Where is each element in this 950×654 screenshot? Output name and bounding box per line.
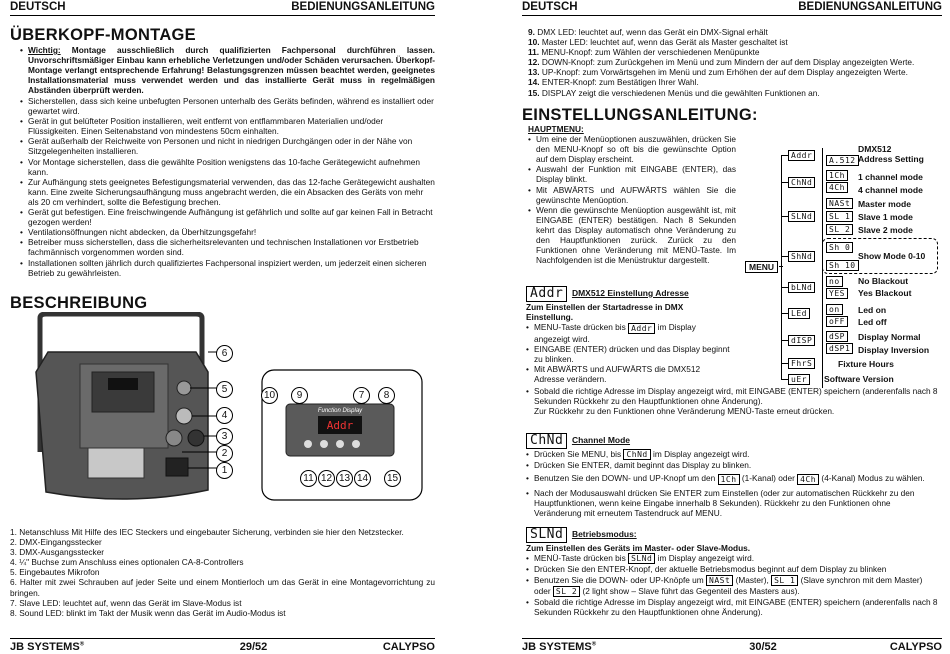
callout-10: 10 (261, 387, 278, 404)
menu-label-fixture-hours: Fixture Hours (838, 359, 894, 369)
left-page (10, 0, 435, 654)
list-item: • Mit ABWÄRTS und AUFWÄRTS wählen Sie die gewünschte Menüoption. (528, 185, 736, 205)
channel-mode-section: ChNd Channel Mode • Drücken Sie MENU, bis ChNd im Display angezeigt wird. • Drücken Sie ENTER, damit beginnt das Display zu blinken. • Benutzen Sie den DOWN- und UP-Knopf um den 1Ch (1-Kanal) oder 4Ch (4-Kanal) Modus zu wählen. • Nach der Modusauswahl drücken Sie ENTER zum Einstellen (oder zur automatischen Rückkehr zu den Hauptfunktionen, wenn keine Eingabe innerhalb 8 Sekunden). Rückkehr zu den Funktionen ohne Veränderung mit erneutem Tastendruck auf MENU. (526, 433, 940, 518)
list-item: 15. DISPLAY zeigt die verschiedenen Menüs und die gewählten Funktionen an. (528, 87, 820, 98)
header-language: DEUTSCH (522, 1, 578, 13)
slnd-lcd-glyph: SLNd (526, 527, 567, 543)
menu-shnd: ShNd (788, 251, 815, 262)
menu-label-address: Address Setting (858, 154, 924, 164)
zoom-display-text: Addr (326, 419, 354, 432)
zoom-panel-title: Function Display (317, 408, 363, 414)
callout-2: 2 (216, 445, 233, 462)
warning-text: Montage ausschließlich durch qualifizierten Fachpersonal durchführen lassen. Unvorschriftsmäßiger Einbau kann erhebliche Verletzungen und/oder Schäden verursachen. Überkopf-Montage verlangt entsprechende Erfahrung! Belastungsgrenzen müssen beachtet werden, geeignetes Installationsmaterial muss verwendet werden und das installierte Gerät muss in regelmäßigen Abständen überprüft werden. (28, 45, 435, 96)
slnd-subtitle: Zum Einstellen des Geräts im Master- oder Slave-Modus. (526, 543, 751, 553)
menu-label-led-off: Led off (858, 317, 887, 327)
chnd-title: Channel Mode (571, 435, 631, 446)
menu-label-no-blackout: No Blackout (858, 276, 909, 286)
list-item: • Drücken Sie den ENTER-Knopf, der aktuelle Betriebsmodus beginnt auf dem Display zu blinken (526, 564, 940, 574)
callout-1: 1 (216, 462, 233, 479)
menu-blnd: bLNd (788, 282, 815, 293)
section-heading-settings: EINSTELLUNGSANLEITUNG: (522, 106, 758, 124)
slnd-title: Betriebsmodus: (571, 529, 637, 540)
list-item: • Gerät in gut belüfteter Position installieren, weit entfernt von entflammbaren Materialien und/oder Flüssigkeiten. Einen Seitenabstand von mindestens 50cm einhalten. (20, 116, 435, 136)
footer-product: CALYPSO (382, 640, 435, 653)
menu-root-label: MENU (745, 261, 778, 273)
list-item: • Ventilationsöffnungen nicht abdecken, da Überhitzungsgefahr! (20, 227, 435, 237)
label-plate (88, 448, 144, 478)
menu-disp: dISP (788, 335, 815, 346)
list-item: • Gerät gut befestigen. Eine freischwingende Aufhängung ist gefährlich und sollte auf gar keinen Fall in Betracht gezogen werden! (20, 207, 435, 227)
menu-label-slave1: Slave 1 mode (858, 212, 913, 222)
addr-section: Addr DMX512 Einstellung Adresse Zum Einstellen der Startadresse in DMX Einstellung. • MENU-Taste drücken bis Addr im Display angezeigt wird. • EINGABE (ENTER) drücken und das Display beginnt zu blinken. • Mit ABWÄRTS und AUFWÄRTS die DMX512 Adresse verändern. (526, 286, 731, 384)
menu-label-1ch: 1 channel mode (858, 172, 923, 182)
menu-addr: Addr (788, 150, 815, 161)
list-item: 8. Sound LED: blinkt im Takt der Musik wenn das Gerät im Audio-Modus ist (10, 607, 286, 618)
page-header (522, 0, 942, 16)
controls-list (528, 27, 942, 98)
list-item: 11. MENU-Knopf: zum Wählen der verschiedenen Menüpunkte (528, 47, 760, 58)
dmx-in-socket (166, 430, 182, 446)
list-item: • Gerät außerhalb der Reichweite von Personen und nicht in niedrigen Durchgängen oder in der Nähe von Sitzgelegenheiten installieren. (20, 136, 435, 156)
addr-title: DMX512 Einstellung Adresse (571, 288, 689, 299)
small-display (108, 378, 138, 390)
list-item: • Um eine der Menüoptionen auszuwählen, drücken Sie den MENU-Knopf so oft bis die gewünschte Option auf dem Display erscheint. (528, 134, 736, 164)
callout-12: 12 (318, 470, 335, 487)
warning-block (20, 45, 435, 95)
list-item: • Zur Aufhängung stets geeignetes Befestigungsmaterial verwenden, das das 12-fache Gerätegewicht aushalten kann. Eine zweite Sicherungsaufhängung muss angebracht werden, die ein Absacken des Geräts von mehr als 20 cm verhindert, sollte die Befestigung brechen. (20, 177, 435, 207)
list-item: • Vor Montage sicherstellen, dass die gewählte Position wenigstens das 10-fache Gerätegewicht aufnehmen kann. (20, 157, 435, 177)
callout-13: 13 (336, 470, 353, 487)
callout-4: 4 (216, 407, 233, 424)
menu-label-4ch: 4 channel mode (858, 185, 923, 195)
list-item: • Sobald die richtige Adresse im Display angezeigt wird, mit EINGABE (ENTER) speichern (anderenfalls nach 8 Sekunden Rückkehr zu den Hauptfunktionen ohne Änderung). (526, 597, 940, 617)
list-item: • Sicherstellen, dass sich keine unbefugten Personen unterhalb des Geräts befinden, während es installiert oder gewartet wird. (20, 96, 435, 116)
menu-label-master: Master mode (858, 199, 912, 209)
list-item: 7. Slave LED: leuchtet auf, wenn das Gerät im Slave-Modus ist (10, 597, 242, 608)
list-item: • Drücken Sie ENTER, damit beginnt das Display zu blinken. (526, 460, 940, 470)
list-item: • Auswahl der Funktion mit EINGABE (ENTER), das Display blinkt. (528, 164, 736, 184)
list-item: 5. Eingebautes Mikrofon (10, 567, 100, 578)
mic-port (177, 381, 191, 395)
section-heading-mounting: ÜBERKOPF-MONTAGE (10, 26, 196, 44)
operating-mode-section: SLNd Betriebsmodus: Zum Einstellen des Geräts im Master- oder Slave-Modus. • MENÜ-Taste drücken bis SLNd im Display angezeigt wird. • Drücken Sie den ENTER-Knopf, der aktuelle Betriebsmodus beginnt auf dem Display zu blinken • Benutzen Sie die DOWN- oder UP-Knöpfe um NASt (Master), SL 1 (Slave synchron mit dem Master) oder SL 2 (2 light show – Slave führt das Gegenteil des Masters aus). • Sobald die richtige Adresse im Display angezeigt wird, mit EINGABE (ENTER) speichern (anderenfalls nach 8 Sekunden Rückkehr zu den Hauptfunktionen ohne Änderung). (526, 527, 940, 617)
footer-page-number: 29/52 (239, 640, 268, 653)
addr-lcd-glyph: Addr (526, 286, 567, 302)
section-heading-description: BESCHREIBUNG (10, 294, 148, 312)
main-menu-title: HAUPTMENU: (528, 124, 584, 134)
list-item: • EINGABE (ENTER) drücken und das Display beginnt zu blinken. (526, 344, 731, 364)
menu-label-software-version: Software Version (824, 374, 894, 384)
menu-label-slave2: Slave 2 mode (858, 225, 913, 235)
menu-label-led-on: Led on (858, 305, 887, 315)
header-title: BEDIENUNGSANLEITUNG (291, 1, 435, 13)
list-item: 9. DMX LED: leuchtet auf, wenn das Gerät ein DMX-Signal erhält (528, 27, 768, 37)
power-inlet (166, 458, 188, 476)
header-title: BEDIENUNGSANLEITUNG (798, 1, 942, 13)
list-item: • Installationen sollten jährlich durch qualifiziertes Fachpersonal inspiziert werden, um jederzeit einen sicheren Betrieb zu gewährleisten. (20, 258, 435, 278)
list-item: 13. UP-Knopf: zum Vorwärtsgehen im Menü und zum Erhöhen der auf dem Display angezeigten Werte. (528, 67, 908, 78)
page-footer (522, 638, 942, 654)
callout-7: 7 (353, 387, 370, 404)
addr-section-cont (526, 386, 940, 416)
header-language: DEUTSCH (10, 1, 66, 13)
footer-product: CALYPSO (889, 640, 942, 653)
footer-brand: JB SYSTEMS (10, 640, 80, 653)
menu-label-yes-blackout: Yes Blackout (858, 288, 912, 298)
callout-9: 9 (291, 387, 308, 404)
list-item: 10. Master LED: leuchtet auf, wenn das Gerät als Master geschaltet ist (528, 37, 788, 48)
list-item: • Wenn die gewünschte Menüoption ausgewählt ist, mit EINGABE (ENTER) bestätigen. Nach 8 Sekunden kehrt das Display automatisch ohne Veränderung zu den Hauptfunktionen zurück. Zurück zu den Funktionen ohne Veränderung mit MENÜ-Taste. Im Nachfolgenden ist die Menüstruktur dargestellt. (528, 205, 736, 266)
menu-label-display-inversion: Display Inversion (858, 345, 930, 355)
callout-14: 14 (354, 470, 371, 487)
callout-15: 15 (384, 470, 401, 487)
menu-label-show: Show Mode 0-10 (858, 251, 926, 261)
menu-uer: uEr (788, 374, 810, 385)
list-item: Zur Rückkehr zu den Funktionen ohne Veränderung MENÜ-Taste erneut drücken. (534, 406, 835, 417)
list-item: 1. Netanschluss Mit Hilfe des IEC Steckers und eingebauter Sicherung, verbinden sie hier den Netzstecker. (10, 527, 404, 537)
main-menu-block (528, 124, 736, 265)
list-item: 2. DMX-Eingangsstecker (10, 537, 102, 548)
page-footer (10, 638, 435, 654)
menu-slnd: SLNd (788, 211, 815, 222)
list-item: • Sobald die richtige Adresse im Display angezeigt wird, mit EINGABE (ENTER) speichern (anderenfalls nach 8 Sekunden Rückkehr zu den Hauptfunktionen ohne Änderung). (526, 386, 940, 406)
callout-5: 5 (216, 381, 233, 398)
list-item: 6. Halter mit zwei Schrauben auf jeder Seite und einem Montierloch um das Gerät in eine Montagevorrichtung zu bringen. (10, 577, 435, 598)
right-page (522, 0, 942, 654)
chnd-lcd-glyph: ChNd (526, 433, 567, 449)
callout-6: 6 (216, 345, 233, 362)
menu-fhrs: FhrS (788, 358, 815, 369)
footer-registered-mark: ® (591, 640, 597, 647)
list-item: 14. ENTER-Knopf: zum Bestätigen Ihrer Wahl. (528, 77, 699, 88)
footer-brand: JB SYSTEMS (522, 640, 592, 653)
list-item: 3. DMX-Ausgangsstecker (10, 547, 105, 558)
addr-inline-lcd: Addr (628, 323, 655, 334)
menu-chnd: ChNd (788, 177, 815, 188)
callout-3: 3 (216, 428, 233, 445)
menu-label-display-normal: Display Normal (858, 332, 921, 342)
menu-dmx-label: DMX512 (858, 144, 892, 154)
list-item: • Mit ABWÄRTS und AUFWÄRTS die DMX512 Adresse verändern. (526, 364, 731, 384)
menu-sub-a512: A.512 (826, 155, 859, 166)
jack-socket (176, 408, 192, 424)
addr-subtitle: Zum Einstellen der Startadresse in DMX Einstellung. (526, 302, 684, 323)
warning-label: Wichtig: (28, 45, 61, 55)
list-item: 12. DOWN-Knopf: zum Zurückgehen im Menü und zum Mindern der auf dem Display angezeigten Werte. (528, 57, 915, 68)
callout-11: 11 (300, 470, 317, 487)
description-list (10, 527, 435, 618)
list-item: 4. ¼" Buchse zum Anschluss eines optionalen CA-8-Controllers (10, 557, 244, 568)
menu-led: LEd (788, 308, 810, 319)
footer-registered-mark: ® (79, 640, 85, 647)
callout-8: 8 (378, 387, 395, 404)
footer-page-number: 30/52 (749, 640, 777, 653)
page-header (10, 0, 435, 16)
mounting-bullets (20, 96, 435, 278)
list-item: • Nach der Modusauswahl drücken Sie ENTER zum Einstellen (oder zur automatischen Rückkehr zu den Hauptfunktionen, wenn keine Eingabe innerhalb 8 Sekunden). Rückkehr zu den Funktionen ohne Veränderung mit erneutem Tastendruck auf MENU. (526, 488, 940, 518)
list-item: • Betreiber muss sicherstellen, dass die sicherheitsrelevanten und technischen Installationen vor Erstbetrieb fachmännisch vorgenommen worden sind. (20, 237, 435, 257)
dmx-out-socket (188, 430, 204, 446)
